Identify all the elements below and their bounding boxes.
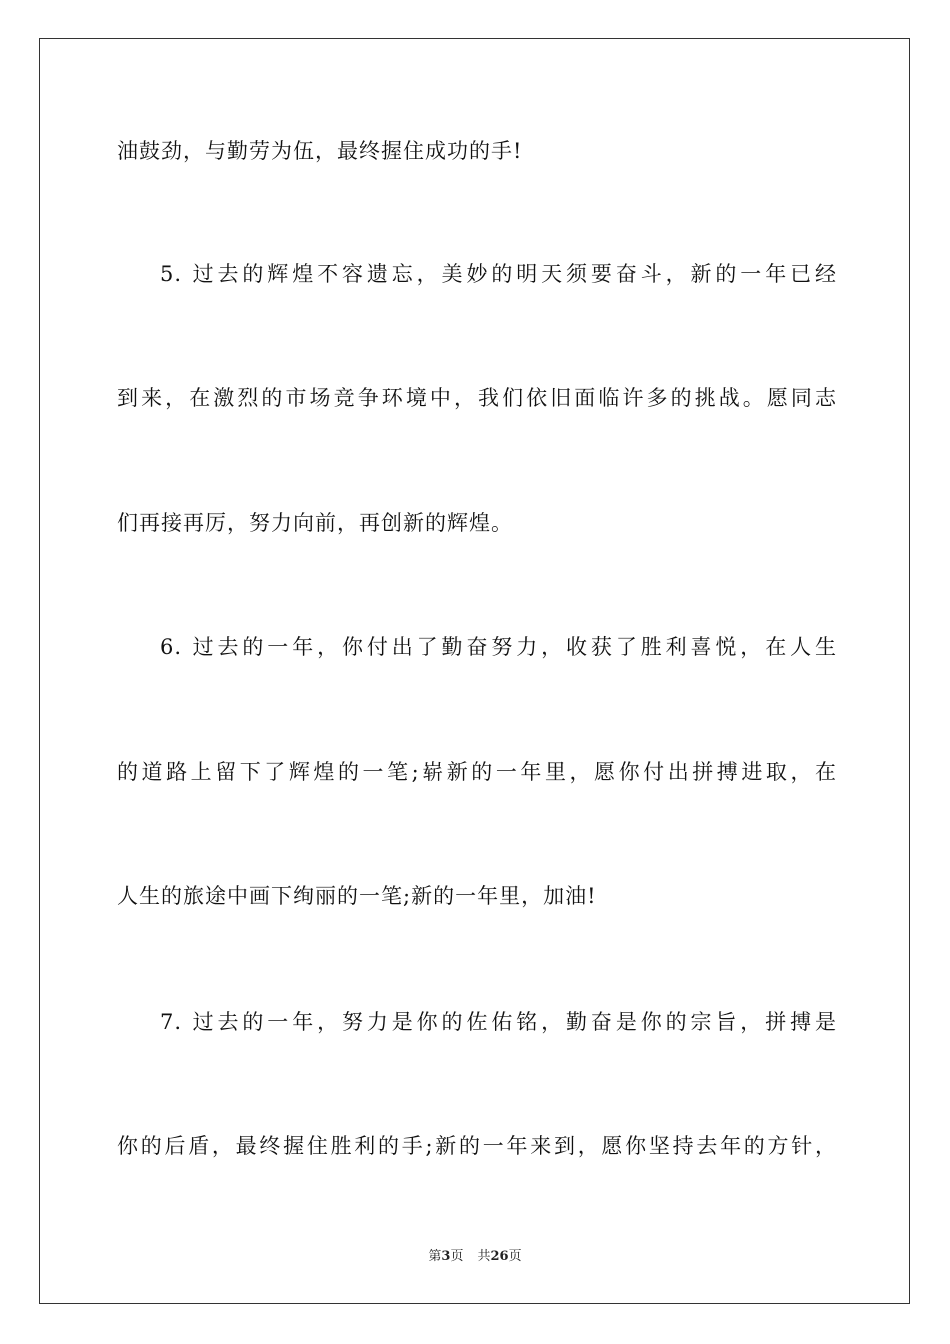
- footer-total-pages: 26: [490, 1249, 509, 1264]
- text-line-7: 人生的旅途中画下绚丽的一笔;新的一年里，加油!: [117, 884, 597, 908]
- footer-page-prefix: 第: [428, 1249, 442, 1264]
- footer-page-number: 3: [441, 1249, 451, 1264]
- text-line-5: 6. 过去的一年，你付出了勤奋努力，收获了胜利喜悦，在人生: [160, 635, 837, 659]
- page-footer: [0, 1249, 950, 1265]
- footer-total-suffix: 页: [508, 1249, 522, 1264]
- footer-total-prefix: 共: [477, 1249, 491, 1264]
- footer-page-suffix: 页: [450, 1249, 464, 1264]
- page-border: [39, 38, 910, 1304]
- text-line-6: 的道路上留下了辉煌的一笔;崭新的一年里，愿你付出拼搏进取，在: [117, 760, 837, 784]
- text-line-9: 你的后盾，最终握住胜利的手;新的一年来到，愿你坚持去年的方针，: [117, 1134, 837, 1158]
- text-line-3: 到来，在激烈的市场竞争环境中，我们依旧面临许多的挑战。愿同志: [117, 386, 837, 410]
- text-line-2: 5. 过去的辉煌不容遗忘，美妙的明天须要奋斗，新的一年已经: [160, 262, 837, 286]
- text-line-4: 们再接再厉，努力向前，再创新的辉煌。: [117, 511, 513, 535]
- text-line-8: 7. 过去的一年，努力是你的佐佑铭，勤奋是你的宗旨，拼搏是: [160, 1010, 837, 1034]
- text-line-1: 油鼓劲，与勤劳为伍，最终握住成功的手!: [117, 139, 523, 163]
